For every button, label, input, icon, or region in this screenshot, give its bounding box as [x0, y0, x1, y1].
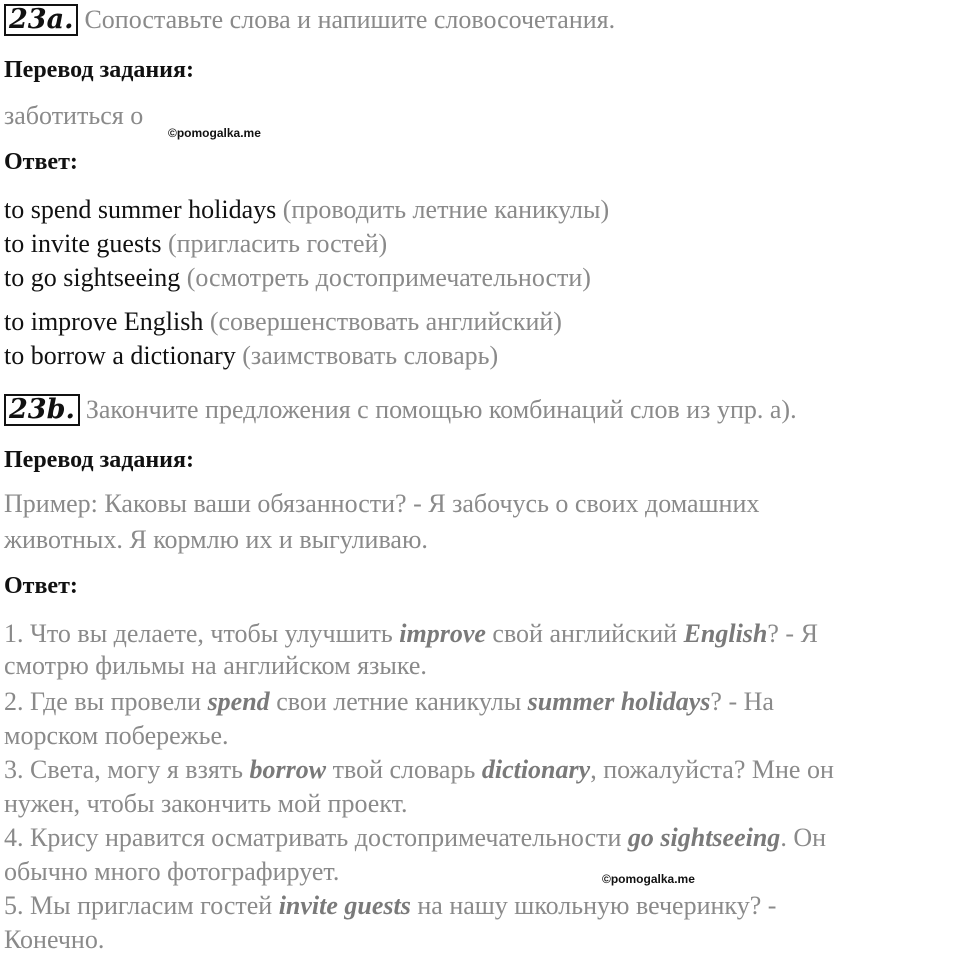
exercise-b-translation-header: Перевод задания: [4, 447, 194, 473]
sentence-2: 2. Где вы провели spend свои летние каникулы summer holidays? - На [4, 687, 774, 716]
watermark: ©pomogalka.me [602, 872, 695, 886]
exercise-b-badge: 23b. [4, 394, 80, 426]
exercise-a-title [4, 4, 615, 36]
sentence-2-cont: морском побережье. [4, 721, 229, 750]
keyword: improve [399, 619, 486, 648]
exercise-a-answer-header: Ответ: [4, 149, 78, 175]
sentence-5: 5. Мы пригласим гостей invite guests на нашу школьную вечеринку? - [4, 891, 777, 920]
watermark: ©pomogalka.me [168, 126, 261, 140]
answer-a-2: to invite guests (пригласить гостей) [4, 229, 388, 258]
keyword: dictionary [481, 755, 591, 784]
exercise-b-title [4, 394, 797, 426]
exercise-a-translation: заботиться о [4, 101, 144, 130]
sentence-4: 4. Крису нравится осматривать достопримечательности go sightseeing. Он [4, 823, 827, 852]
keyword: spend [207, 687, 270, 716]
keyword: summer holidays [527, 687, 711, 716]
sentence-4-cont: обычно много фотографирует. [4, 857, 340, 886]
sentence-1: 1. Что вы делаете, чтобы улучшить improve свой английский English? - Я [4, 619, 818, 648]
keyword: English [683, 619, 768, 648]
sentence-3: 3. Света, могу я взять borrow твой словарь dictionary, пожалуйста? Мне он [4, 755, 834, 784]
exercise-a-task: Сопоставьте слова и напишите словосочетания. [84, 5, 616, 34]
answer-a-1: to spend summer holidays (проводить летние каникулы) [4, 195, 610, 224]
keyword: invite guests [278, 891, 411, 920]
exercise-b-task: Закончите предложения с помощью комбинаций слов из упр. а). [85, 395, 797, 424]
answer-a-3: to go sightseeing (осмотреть достопримечательности) [4, 263, 591, 292]
answer-a-5: to borrow a dictionary (заимствовать словарь) [4, 341, 499, 370]
sentence-3-cont: нужен, чтобы закончить мой проект. [4, 789, 408, 818]
exercise-b-answer-header: Ответ: [4, 573, 78, 599]
exercise-a-translation-header: Перевод задания: [4, 57, 194, 83]
keyword: borrow [249, 755, 327, 784]
keyword: go sightseeing [627, 823, 781, 852]
exercise-a-badge: 23a. [4, 4, 78, 36]
sentence-5-cont: Конечно. [4, 925, 105, 954]
answer-a-4: to improve English (совершенствовать английский) [4, 307, 562, 336]
exercise-b-translation-line-2: животных. Я кормлю их и выгуливаю. [4, 525, 428, 554]
sentence-1-cont: смотрю фильмы на английском языке. [4, 651, 427, 680]
exercise-b-translation-line-1: Пример: Каковы ваши обязанности? - Я забочусь о своих домашних [4, 489, 760, 518]
